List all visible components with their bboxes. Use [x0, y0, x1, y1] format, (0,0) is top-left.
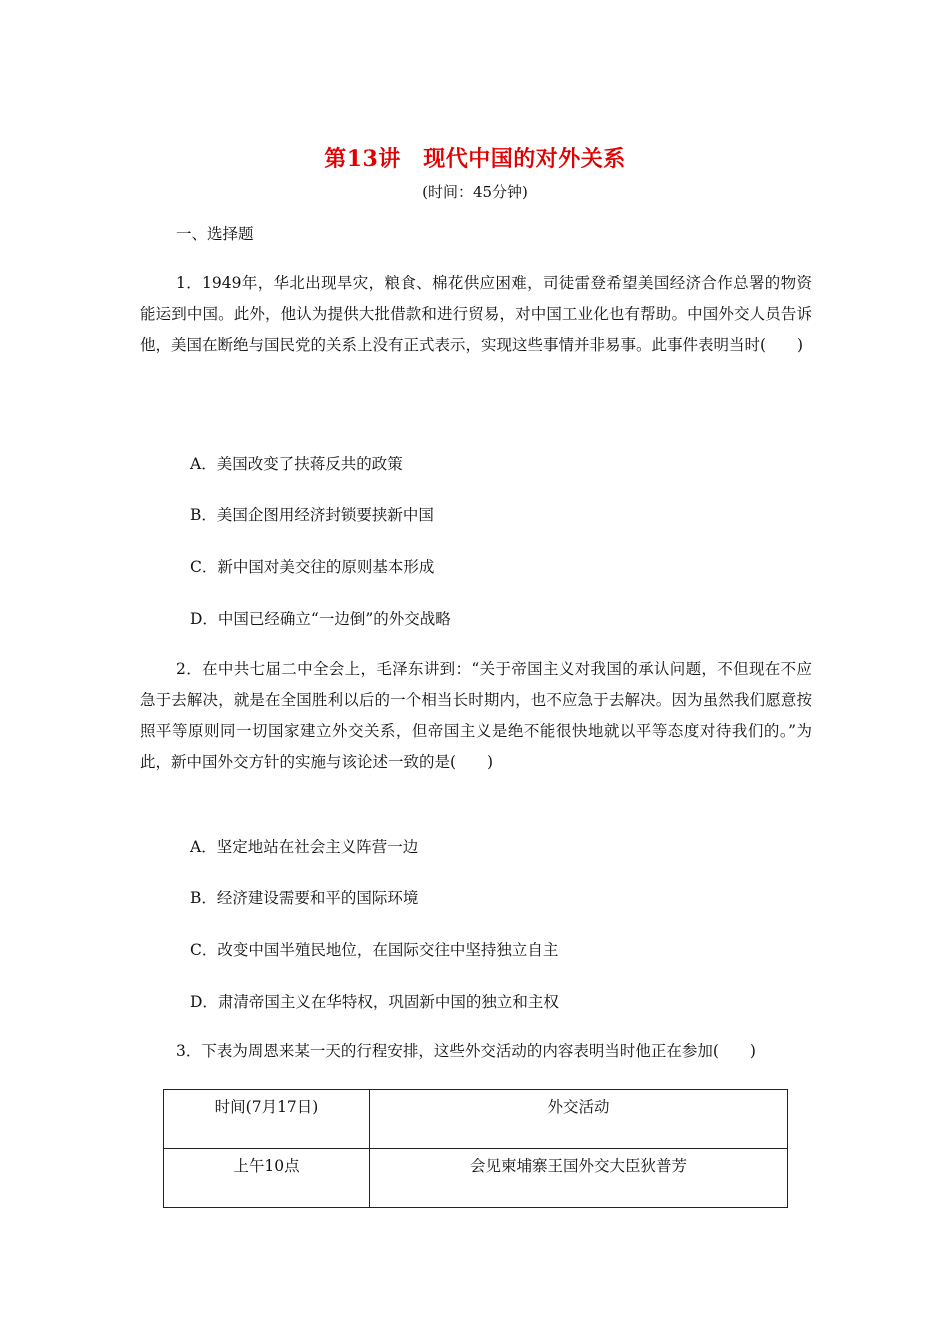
table-cell: 会见柬埔寨王国外交大臣狄普芳 — [370, 1149, 788, 1208]
time-limit-subtitle: (时间：45分钟) — [422, 183, 528, 201]
table-row — [164, 1149, 788, 1208]
question-2-text: 2．在中共七届二中全会上，毛泽东讲到：“关于帝国主义对我国的承认问题，不但现在不应急于去解决，就是在全国胜利以后的一个相当长时期内，也不应急于去解决。因为虽然我们愿意按照平等原则同一切国家建立外交关系，但帝国主义是绝不能很快地就以平等态度对待我们的。”为此，新中国外交方针的实施与该论述一致的是( ) — [140, 660, 812, 771]
question-2-stem — [140, 654, 812, 778]
question-1-option-a[interactable]: A．美国改变了扶蒋反共的政策 — [190, 455, 403, 473]
question-2-option-d[interactable]: D．肃清帝国主义在华特权，巩固新中国的独立和主权 — [190, 993, 559, 1011]
question-1-option-d[interactable]: D．中国已经确立“一边倒”的外交战略 — [190, 610, 451, 628]
question-1-option-c[interactable]: C．新中国对美交往的原则基本形成 — [190, 558, 435, 576]
question-1-option-b[interactable]: B．美国企图用经济封锁要挟新中国 — [190, 506, 434, 524]
table-header-cell: 时间(7月17日) — [164, 1090, 370, 1149]
question-2-option-b[interactable]: B．经济建设需要和平的国际环境 — [190, 889, 419, 907]
question-1-text: 1．1949年，华北出现旱灾，粮食、棉花供应困难，司徒雷登希望美国经济合作总署的物资能运到中国。此外，他认为提供大批借款和进行贸易，对中国工业化也有帮助。中国外交人员告诉他，美国在断绝与国民党的关系上没有正式表示，实现这些事情并非易事。此事件表明当时( ) — [140, 274, 812, 354]
question-3-text: 3．下表为周恩来某一天的行程安排，这些外交活动的内容表明当时他正在参加( ) — [176, 1042, 756, 1060]
question-1-stem — [140, 268, 812, 361]
table-header-row — [164, 1090, 788, 1149]
schedule-table — [163, 1089, 788, 1208]
question-2-option-c[interactable]: C．改变中国半殖民地位，在国际交往中坚持独立自主 — [190, 941, 559, 959]
table-cell: 上午10点 — [164, 1149, 370, 1208]
question-2-option-a[interactable]: A．坚定地站在社会主义阵营一边 — [190, 838, 419, 856]
question-3-stem — [140, 1036, 812, 1067]
table-header-cell: 外交活动 — [370, 1090, 788, 1149]
page-title: 第13讲 现代中国的对外关系 — [324, 146, 626, 172]
section-heading: 一、选择题 — [176, 225, 254, 243]
